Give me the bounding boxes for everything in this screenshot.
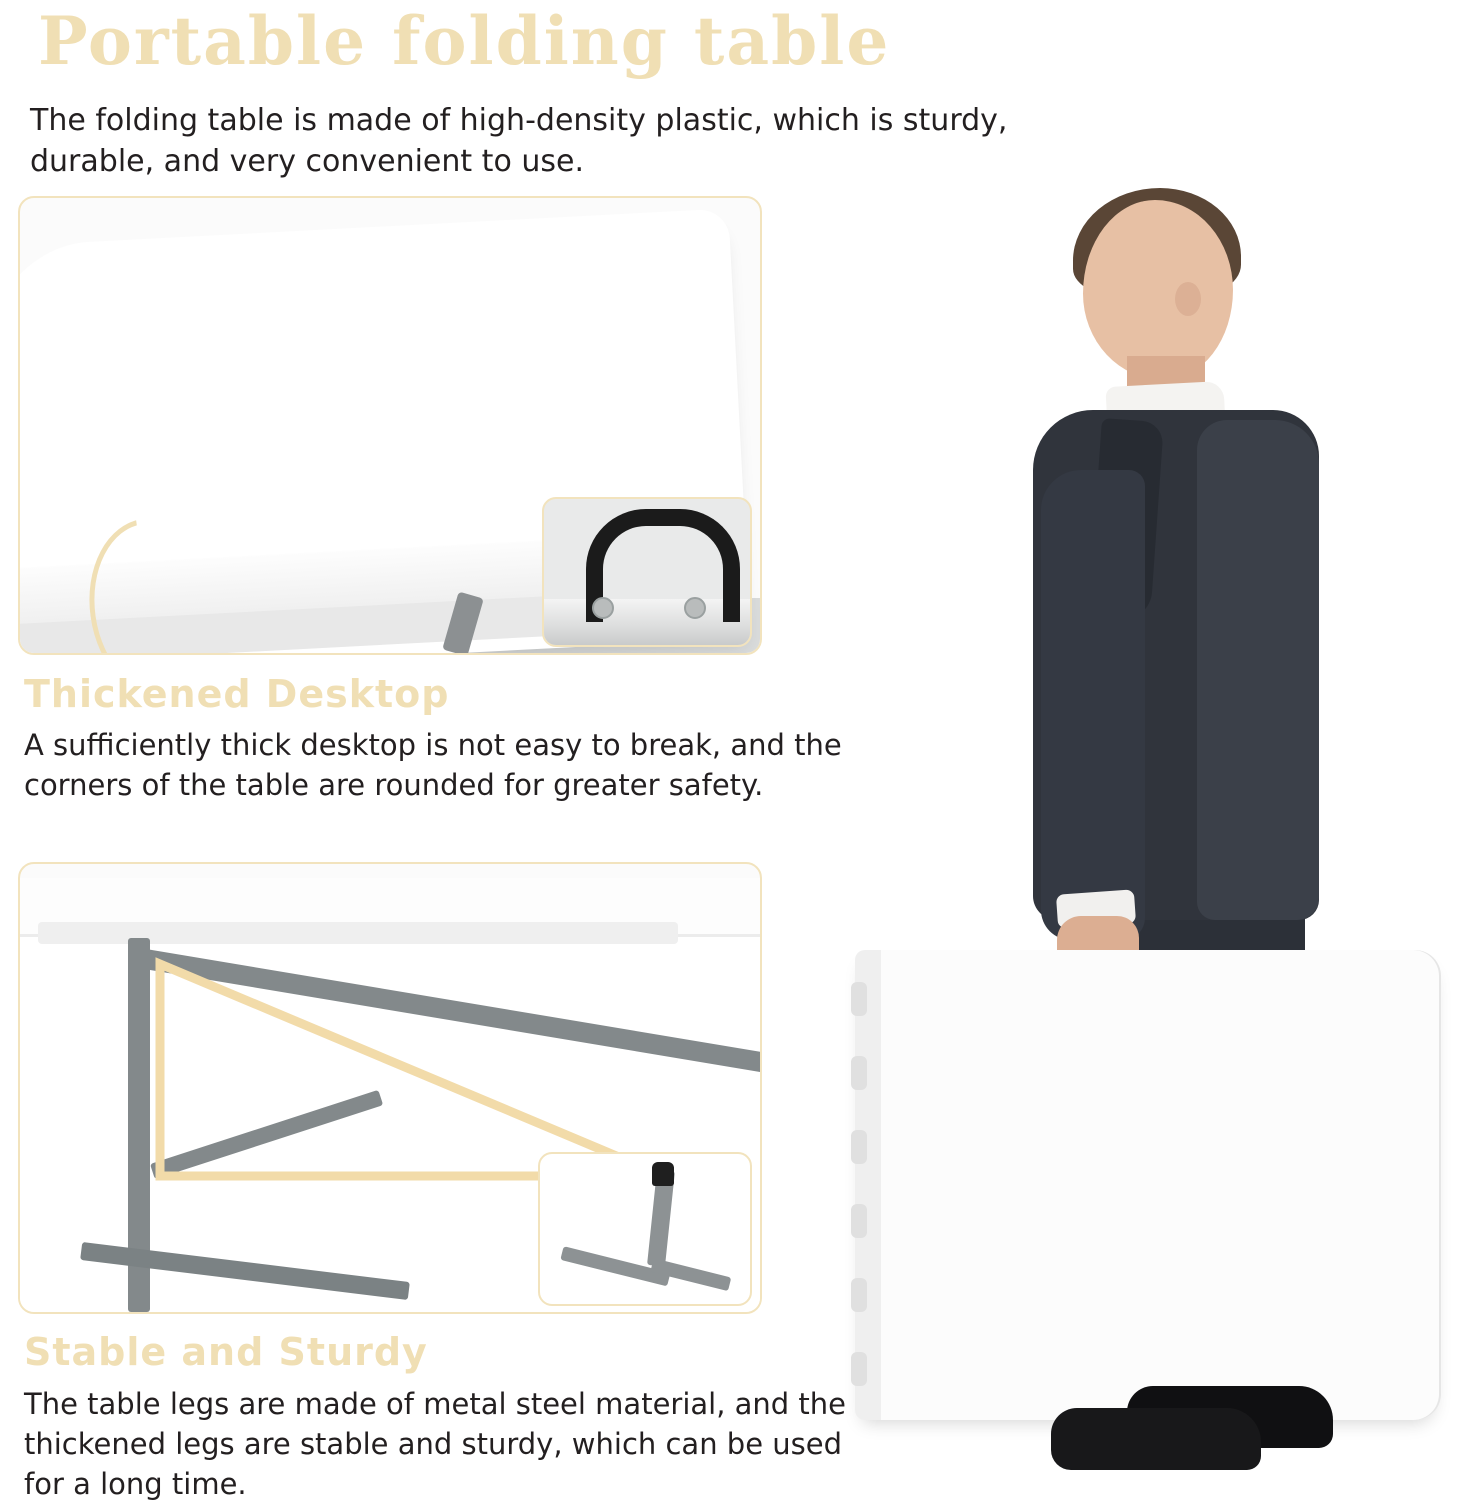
folded-table-notch-1 [851, 982, 867, 1016]
suit-sleeve-arm [1041, 470, 1145, 940]
man-carrying-folded-table-photo [845, 170, 1465, 1500]
man-head [1083, 200, 1233, 380]
section-heading-thickened-desktop: Thickened Desktop [24, 672, 450, 716]
section-heading-stable-sturdy: Stable and Sturdy [24, 1330, 428, 1374]
section-body-stable-sturdy: The table legs are made of metal steel material, and the thickened legs are stable and sturdy, which can be used for a long time. [24, 1387, 847, 1502]
folded-table-notch-2 [851, 1056, 867, 1090]
foot-cross-bar-right [650, 1258, 731, 1291]
section-body-thickened-desktop: A sufficiently thick desktop is not easy to break, and the corners of the table are rounded for greater safety. [24, 728, 842, 803]
intro-paragraph: The folding table is made of high-density plastic, which is sturdy, durable, and very convenient to use. [30, 103, 1008, 180]
folded-table-notch-4 [851, 1204, 867, 1238]
folded-table-body [855, 950, 1441, 1420]
man-ear [1175, 282, 1201, 316]
folded-table-notch-3 [851, 1130, 867, 1164]
handle-rivet-left [592, 597, 614, 619]
table-leg-frame-photo [18, 862, 762, 1314]
leg-foot-closeup [538, 1152, 752, 1306]
handle-rivet-right [684, 597, 706, 619]
triangle-highlight-icon [152, 956, 672, 1184]
man-shoe-front [1051, 1408, 1261, 1470]
rubber-foot-cap [652, 1162, 674, 1186]
folded-table-notch-6 [851, 1352, 867, 1386]
folding-table-corner-photo [18, 196, 762, 655]
page-title: Portable folding table [38, 2, 891, 80]
carry-handle-closeup [542, 497, 752, 647]
folded-table-notch-5 [851, 1278, 867, 1312]
suit-jacket-back [1197, 420, 1319, 920]
folded-table-edge [855, 950, 881, 1420]
